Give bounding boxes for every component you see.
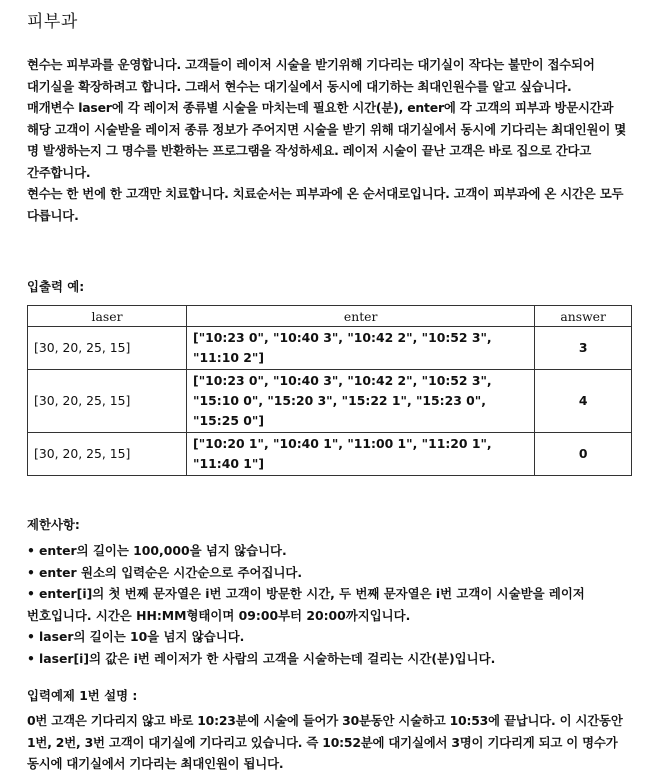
list-item bbox=[27, 626, 639, 648]
enter-line: "15:25 0"] bbox=[193, 413, 264, 428]
header-answer: answer bbox=[535, 306, 632, 327]
enter-line: "11:10 2"] bbox=[193, 350, 264, 365]
header-enter: enter bbox=[187, 306, 535, 327]
intro-paragraph-2: 매개변수 laser에 각 레이저 종류별 시술을 마치는데 필요한 시간(분), enter에 각 고객의 피부과 방문시간과 해당 고객이 시술받을 레이저 종류 정보가 주어지면 시술을 받기 위해 대기실에서 동시에 기다리는 최대인원이 몇 명 발생하는지 그 명수를 반환하는 프로그램을 작성하세요. 레이저 시술이 끝난 고객은 바로 집으로 간다고 간주합니다. bbox=[27, 100, 626, 180]
intro-paragraph-3: 현수는 한 번에 한 고객만 치료합니다. 치료순서는 피부과에 온 순서대로입니다. 고객이 피부과에 온 시간은 모두 다릅니다. bbox=[27, 186, 624, 223]
list-item bbox=[27, 562, 639, 584]
table-row bbox=[28, 370, 632, 433]
constraint-text: enter[i]의 첫 번째 문자열은 i번 고객이 방문한 시간, 두 번째 문자열은 i번 고객이 시술받을 레이저 번호입니다. 시간은 HH:MM형태이며 09:00부터 20:00까지입니다. bbox=[27, 586, 585, 623]
bullet-icon: • bbox=[27, 564, 35, 580]
enter-line: "15:10 0", "15:20 3", "15:22 1", "15:23 0", bbox=[193, 393, 486, 408]
cell-laser: [30, 20, 25, 15] bbox=[28, 433, 187, 476]
example-explanation bbox=[27, 710, 639, 775]
constraints-heading: 제한사항: bbox=[27, 517, 80, 532]
constraint-text: laser의 길이는 10을 넘지 않습니다. bbox=[39, 629, 245, 644]
table-row bbox=[28, 327, 632, 370]
enter-line: "11:40 1"] bbox=[193, 456, 264, 471]
io-example-table bbox=[27, 305, 632, 476]
example-text: 0번 고객은 기다리지 않고 바로 10:23분에 시술에 들어가 30분동안 시술하고 10:53에 끝납니다. 이 시간동안 1번, 2번, 3번 고객이 대기실에 기다리고 있습니다. 즉 10:52분에 대기실에서 3명이 기다리게 되고 이 명수가 동시에 대기실에서 기다리는 최대인원이 됩니다. bbox=[27, 713, 623, 771]
constraint-text: enter의 길이는 100,000을 넘지 않습니다. bbox=[39, 543, 287, 558]
list-item bbox=[27, 583, 639, 626]
problem-description bbox=[27, 54, 639, 226]
cell-answer: 3 bbox=[535, 327, 632, 370]
bullet-icon: • bbox=[27, 650, 35, 666]
bullet-icon: • bbox=[27, 629, 35, 644]
list-item bbox=[27, 648, 639, 670]
table-header-row bbox=[28, 306, 632, 327]
constraint-text: enter 원소의 입력순은 시간순으로 주어집니다. bbox=[39, 564, 303, 580]
bullet-icon: • bbox=[27, 586, 35, 601]
cell-answer: 4 bbox=[535, 370, 632, 433]
header-laser: laser bbox=[28, 306, 187, 327]
cell-enter bbox=[187, 370, 535, 433]
cell-enter bbox=[187, 327, 535, 370]
constraint-text: laser[i]의 값은 i번 레이저가 한 사람의 고객을 시술하는데 걸리는 시간(분)입니다. bbox=[39, 650, 496, 666]
io-heading: 입출력 예: bbox=[27, 279, 85, 294]
example-heading: 입력예제 1번 설명 : bbox=[27, 688, 138, 703]
table-row bbox=[28, 433, 632, 476]
enter-line: ["10:20 1", "10:40 1", "11:00 1", "11:20 1", bbox=[193, 436, 492, 451]
bullet-icon: • bbox=[27, 543, 35, 558]
cell-answer: 0 bbox=[535, 433, 632, 476]
page-title: 피부과 bbox=[27, 12, 78, 32]
list-item bbox=[27, 540, 639, 562]
cell-enter bbox=[187, 433, 535, 476]
cell-laser: [30, 20, 25, 15] bbox=[28, 327, 187, 370]
enter-line: ["10:23 0", "10:40 3", "10:42 2", "10:52 3", bbox=[193, 330, 492, 345]
constraints-list bbox=[27, 540, 639, 669]
cell-laser: [30, 20, 25, 15] bbox=[28, 370, 187, 433]
enter-line: ["10:23 0", "10:40 3", "10:42 2", "10:52 3", bbox=[193, 373, 492, 388]
intro-paragraph-1: 현수는 피부과를 운영합니다. 고객들이 레이저 시술을 받기위해 기다리는 대기실이 작다는 불만이 접수되어 대기실을 확장하려고 합니다. 그래서 현수는 대기실에서 동시에 대기하는 최대인원수를 알고 싶습니다. bbox=[27, 57, 595, 94]
